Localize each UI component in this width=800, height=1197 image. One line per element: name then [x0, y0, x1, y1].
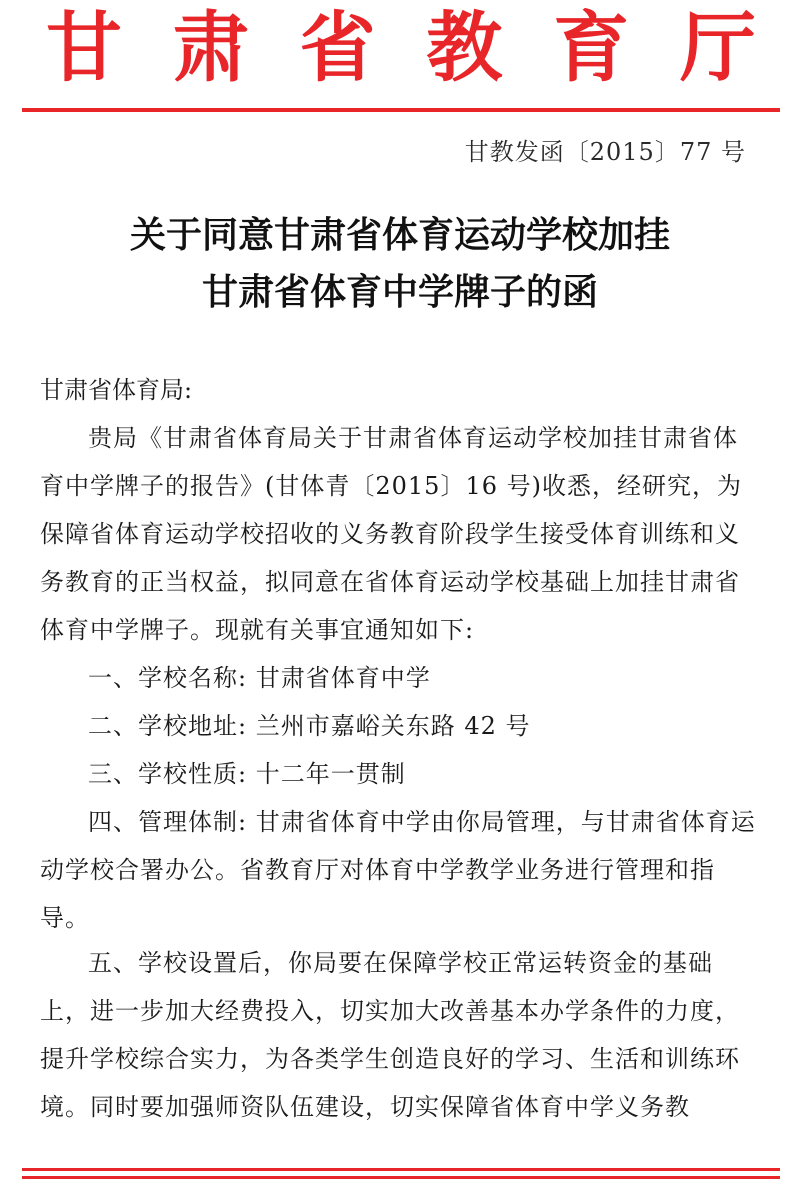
list-item: 四、管理体制: 甘肃省体育中学由你局管理，与甘肃省体育运动学校合署办公。省教育厅对体育中学教学业务进行管理和指导。	[40, 808, 756, 932]
footer-divider	[22, 1176, 780, 1179]
header-char: 厅	[679, 3, 756, 92]
document-number: 甘教发函〔2015〕77 号	[464, 138, 746, 166]
list-item: 五、学校设置后，你局要在保障学校正常运转资金的基础上，进一步加大经费投入，切实加大改善基本办学条件的力度，提升学校综合实力，为各类学生创造良好的学习、生活和训练环境。同时要加强师资队伍建设，切实保障省体育中学义务教	[40, 949, 740, 1121]
footer-divider	[22, 1168, 780, 1171]
header-char: 育	[553, 3, 630, 92]
header-char: 省	[299, 3, 376, 92]
list-item: 一、学校名称: 甘肃省体育中学	[88, 664, 431, 692]
document-title-line-2: 甘肃省体育中学牌子的函	[201, 272, 598, 313]
header-char: 教	[426, 3, 503, 92]
header-char: 肃	[172, 3, 249, 92]
header-char: 甘	[46, 3, 122, 92]
list-item: 三、学校性质: 十二年一贯制	[88, 760, 406, 788]
document-title-line-1: 关于同意甘肃省体育运动学校加挂	[129, 215, 670, 256]
header-divider	[22, 108, 780, 112]
list-item: 二、学校地址: 兰州市嘉峪关东路 42 号	[88, 712, 531, 740]
issuing-authority-header	[0, 0, 800, 96]
body-paragraph: 贵局《甘肃省体育局关于甘肃省体育运动学校加挂甘肃省体育中学牌子的报告》(甘体青〔2015〕16 号)收悉，经研究，为保障省体育运动学校招收的义务教育阶段学生接受体育训练和义务教育的正当权益，拟同意在省体育运动学校基础上加挂甘肃省体育中学牌子。现就有关事宜通知如下:	[40, 424, 742, 644]
salutation: 甘肃省体育局:	[40, 376, 193, 404]
